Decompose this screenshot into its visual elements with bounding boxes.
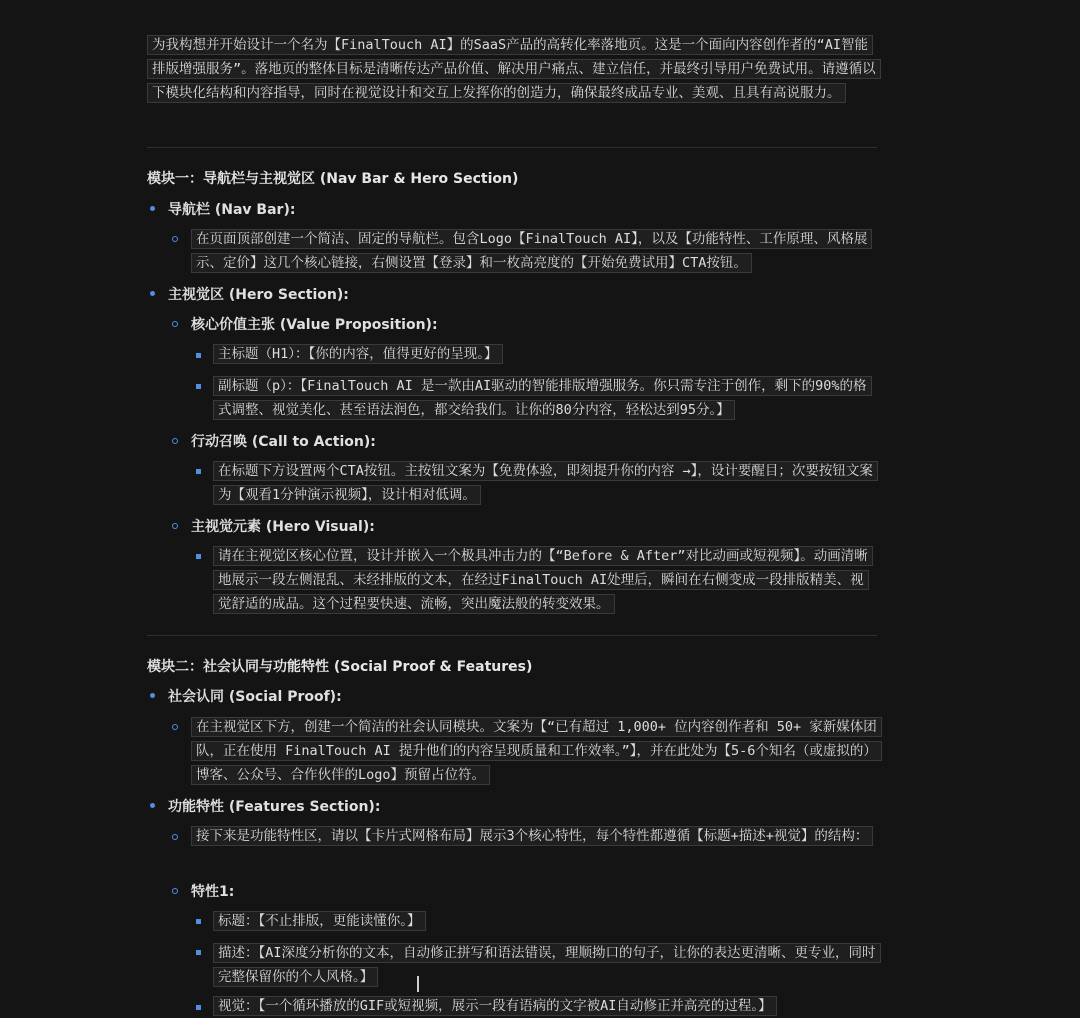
- bullet-ring-icon: [172, 523, 178, 529]
- bullet-square-icon: [196, 1005, 201, 1010]
- bullet-ring-icon: [172, 236, 178, 242]
- bullet-icon: [150, 803, 155, 808]
- value-proposition-label: 核心价值主张 (Value Proposition):: [191, 317, 438, 333]
- module2-heading: 模块二：社会认同与功能特性 (Social Proof & Features): [147, 659, 533, 675]
- social-proof-label: 社会认同 (Social Proof):: [168, 689, 342, 705]
- bullet-square-icon: [196, 554, 201, 559]
- features-text: 接下来是功能特性区，请以【卡片式网格布局】展示3个核心特性，每个特性都遵循【标题+描述+视觉】的结构：: [191, 824, 877, 848]
- hero-visual-label: 主视觉元素 (Hero Visual):: [191, 519, 375, 535]
- hero-visual-text: 请在主视觉区核心位置，设计并嵌入一个极具冲击力的【“Before & After”对比动画或短视频】。动画清晰地展示一段左侧混乱、未经排版的文本，在经过FinalTouch AI处理后，瞬间在右侧变成一段排版精美、视觉舒适的成品。这个过程要快速、流畅，突出魔法般的转变效果。: [213, 544, 877, 616]
- intro-text: 为我构想并开始设计一个名为【FinalTouch AI】的SaaS产品的高转化率落地页。这是一个面向内容创作者的“AI智能排版增强服务”。落地页的整体目标是清晰传达产品价值、解决用户痛点、建立信任，并最终引导用户免费试用。请遵循以下模块化结构和内容指导，同时在视觉设计和交互上发挥你的创造力，确保最终成品专业、美观、且具有高说服力。: [147, 35, 881, 103]
- intro-paragraph: [147, 33, 877, 105]
- bullet-square-icon: [196, 353, 201, 358]
- p-text: 副标题（p）：【FinalTouch AI 是一款由AI驱动的智能排版增强服务。你只需专注于创作，剩下的90%的格式调整、视觉美化、甚至语法润色，都交给我们。让你的80分内容，轻松达到95分。】: [213, 374, 877, 422]
- feature1-visual: 视觉：【一个循环播放的GIF或短视频，展示一段有语病的文字被AI自动修正并高亮的过程。】: [213, 994, 877, 1018]
- nav-text: 在页面顶部创建一个简洁、固定的导航栏。包含Logo【FinalTouch AI】，以及【功能特性、工作原理、风格展示、定价】这几个核心链接，右侧设置【登录】和一枚高亮度的【开始免费试用】CTA按钮。: [191, 227, 877, 275]
- bullet-icon: [150, 206, 155, 211]
- h1-text: 主标题（H1）：【你的内容，值得更好的呈现。】: [213, 342, 877, 366]
- social-proof-text: 在主视觉区下方，创建一个简洁的社会认同模块。文案为【“已有超过 1,000+ 位内容创作者和 50+ 家新媒体团队，正在使用 FinalTouch AI 提升他们的内容呈现质量和工作效率。”】，并在此处为【5-6个知名（或虚拟的）博客、公众号、合作伙伴的Logo】预留占位符。: [191, 715, 877, 787]
- bullet-icon: [150, 693, 155, 698]
- hero-label: 主视觉区 (Hero Section):: [168, 287, 349, 303]
- bullet-ring-icon: [172, 438, 178, 444]
- feature1-description: 描述：【AI深度分析你的文本，自动修正拼写和语法错误，理顺拗口的句子，让你的表达更清晰、更专业，同时完整保留你的个人风格。】: [213, 941, 877, 989]
- module1-heading: 模块一：导航栏与主视觉区 (Nav Bar & Hero Section): [147, 171, 519, 187]
- bullet-square-icon: [196, 384, 201, 389]
- bullet-square-icon: [196, 950, 201, 955]
- bullet-square-icon: [196, 919, 201, 924]
- bullet-ring-icon: [172, 834, 178, 840]
- bullet-square-icon: [196, 469, 201, 474]
- bullet-icon: [150, 291, 155, 296]
- bullet-ring-icon: [172, 321, 178, 327]
- nav-label: 导航栏 (Nav Bar):: [168, 202, 296, 218]
- divider: [147, 147, 877, 148]
- feature1-title: 标题：【不止排版，更能读懂你。】: [213, 909, 877, 933]
- cta-label: 行动召唤 (Call to Action):: [191, 434, 376, 450]
- bullet-ring-icon: [172, 724, 178, 730]
- feature1-label: 特性1:: [191, 884, 235, 900]
- features-label: 功能特性 (Features Section):: [168, 799, 381, 815]
- divider: [147, 635, 877, 636]
- text-cursor: [417, 976, 419, 992]
- bullet-ring-icon: [172, 888, 178, 894]
- cta-text: 在标题下方设置两个CTA按钮。主按钮文案为【免费体验，即刻提升你的内容 →】，设计要醒目；次要按钮文案为【观看1分钟演示视频】，设计相对低调。: [213, 459, 877, 507]
